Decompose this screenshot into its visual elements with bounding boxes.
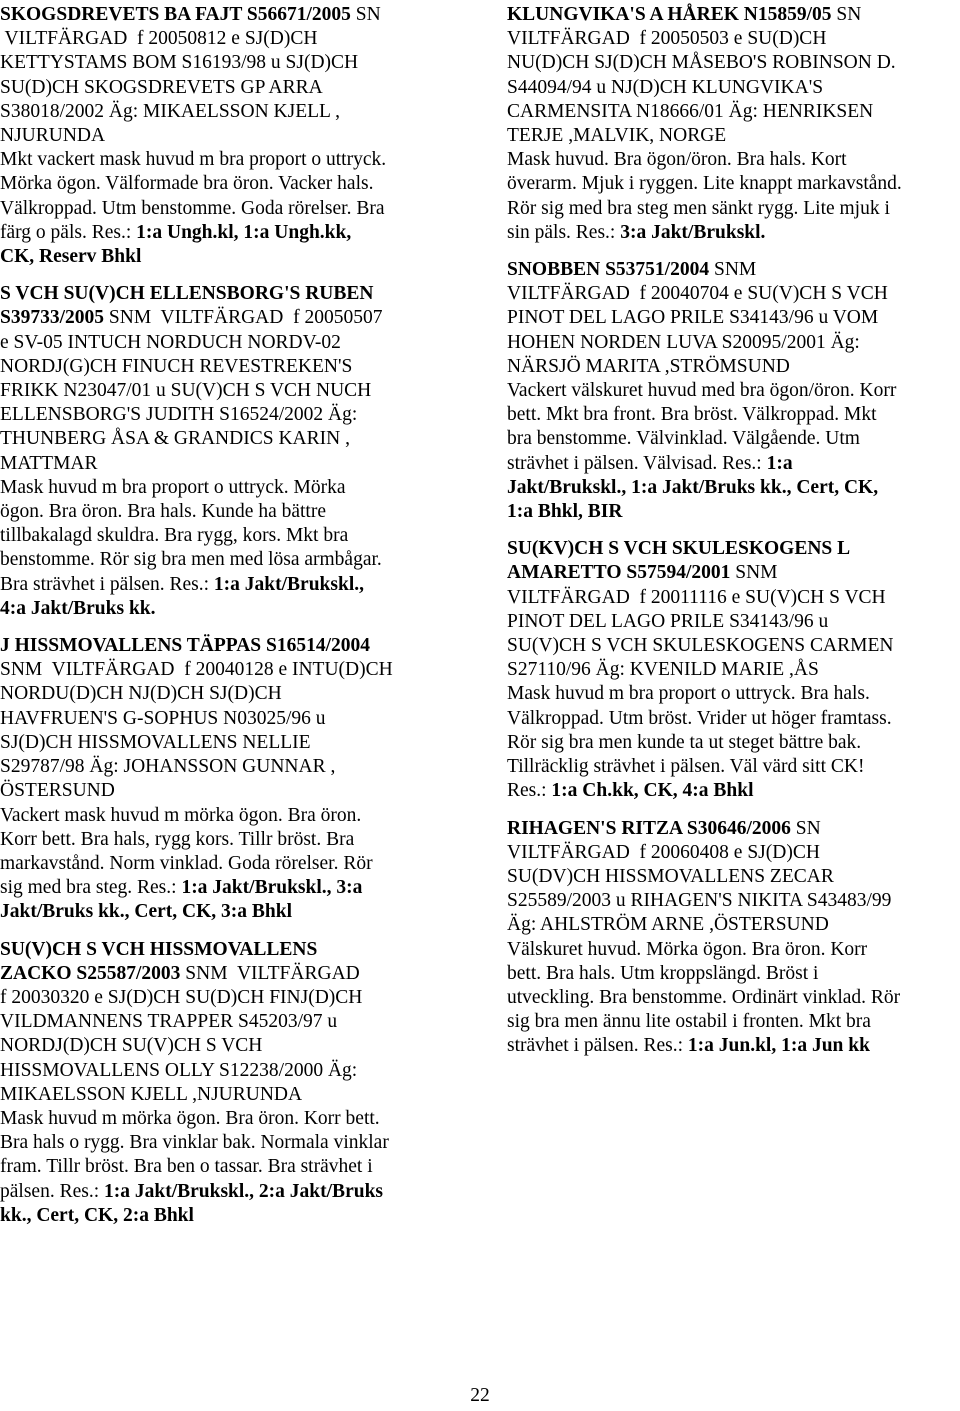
text: Mörka ögon. Välformade bra öron. Vacker hals. xyxy=(0,173,374,195)
text: sin päls. Res.: xyxy=(507,221,621,243)
bold-text: 1:a xyxy=(766,452,793,474)
text-line xyxy=(507,221,960,245)
dog-entry xyxy=(0,634,470,924)
text: sig bra men ännu lite ostabil i fronten. Mkt bra xyxy=(507,1011,871,1033)
text: SNM xyxy=(730,562,778,584)
text: S27110/96 Äg: KVENILD MARIE ,ÅS xyxy=(507,659,819,681)
text-line xyxy=(507,755,960,779)
text-line xyxy=(0,379,470,403)
text-line xyxy=(0,403,470,427)
text-line xyxy=(507,682,960,706)
bold-text: J HISSMOVALLENS TÄPPAS S16514/2004 xyxy=(0,635,371,657)
text: Välkroppad. Utm benstomme. Goda rörelser. Bra xyxy=(0,197,385,219)
text-line xyxy=(507,707,960,731)
text-line xyxy=(0,197,470,221)
text: TERJE ,MALVIK, NORGE xyxy=(507,125,727,147)
text: benstomme. Rör sig bra men med lösa armbågar. xyxy=(0,549,382,571)
text: Vackert välskuret huvud med bra ögon/öron. Korr xyxy=(507,380,897,402)
text-line xyxy=(507,913,960,937)
text-line xyxy=(507,403,960,427)
text-line xyxy=(0,331,470,355)
text-line xyxy=(0,355,470,379)
text-line xyxy=(0,548,470,572)
text-line xyxy=(507,452,960,476)
text-line xyxy=(507,537,960,561)
text-line xyxy=(0,3,470,27)
text-line xyxy=(507,27,960,51)
bold-text: 1:a Bhkl, BIR xyxy=(507,501,623,523)
text: Välskuret huvud. Mörka ögon. Bra öron. Korr xyxy=(507,938,868,960)
text-line xyxy=(0,1204,470,1228)
page-number: 22 xyxy=(470,1385,490,1406)
text-line xyxy=(0,900,470,924)
bold-text: ZACKO S25587/2003 xyxy=(0,962,181,984)
left-column xyxy=(0,3,470,1241)
text: SN xyxy=(350,4,381,25)
text-line xyxy=(0,731,470,755)
text-line xyxy=(0,986,470,1010)
text: Bra hals o rygg. Bra vinklar bak. Normala vinklar xyxy=(0,1132,389,1154)
text: S25589/2003 u RIHAGEN'S NIKITA S43483/99 xyxy=(507,890,892,912)
bold-text: KLUNGVIKA'S A HÅREK N15859/05 xyxy=(507,4,832,25)
text-line xyxy=(507,3,960,27)
text-line xyxy=(507,427,960,451)
text: SU(D)CH SKOGSDREVETS GP ARRA xyxy=(0,76,323,98)
text: strävhet i pälsen. Res.: xyxy=(507,1035,688,1057)
text: Mask huvud. Bra ögon/öron. Bra hals. Kort xyxy=(507,149,847,171)
bold-text: SU(KV)CH S VCH SKULESKOGENS L xyxy=(507,538,851,560)
bold-text: 1:a Jun.kl, 1:a Jun kk xyxy=(687,1035,870,1057)
bold-text: kk., Cert, CK, 2:a Bhkl xyxy=(0,1204,194,1226)
text-line xyxy=(0,427,470,451)
text: CARMENSITA N18666/01 Äg: HENRIKSEN xyxy=(507,100,874,122)
dog-entry xyxy=(507,817,960,1059)
text-line xyxy=(0,148,470,172)
text-line xyxy=(507,1034,960,1058)
dog-entry xyxy=(0,282,470,621)
text-line xyxy=(507,817,960,841)
bold-text: CK, Reserv Bhkl xyxy=(0,246,142,268)
text-line xyxy=(507,331,960,355)
text: Res.: xyxy=(507,780,552,802)
text: VILTFÄRGAD f 20011116 e SU(V)CH S VCH xyxy=(507,586,886,608)
text-line xyxy=(507,889,960,913)
bold-text: 1:a Ungh.kl, 1:a Ungh.kk, xyxy=(136,221,352,243)
text: PINOT DEL LAGO PRILE S34143/96 u VOM xyxy=(507,307,879,329)
text-line xyxy=(0,51,470,75)
bold-text: S VCH SU(V)CH ELLENSBORG'S RUBEN xyxy=(0,283,374,305)
text-line xyxy=(507,841,960,865)
text: THUNBERG ÅSA & GRANDICS KARIN , xyxy=(0,428,350,450)
text-line xyxy=(0,779,470,803)
text-line xyxy=(0,1059,470,1083)
bold-text: 1:a Ch.kk, CK, 4:a Bhkl xyxy=(551,780,754,802)
bold-text: SU(V)CH S VCH HISSMOVALLENS xyxy=(0,938,318,960)
text-line xyxy=(507,197,960,221)
text-line xyxy=(507,586,960,610)
text-line xyxy=(507,500,960,524)
text-line xyxy=(0,524,470,548)
text-line xyxy=(0,306,470,330)
text: strävhet i pälsen. Välvisad. Res.: xyxy=(507,452,767,474)
text: HOHEN NORDEN LUVA S20095/2001 Äg: xyxy=(507,331,860,353)
text: utveckling. Bra benstomme. Ordinärt vinklad. Rör xyxy=(507,986,901,1008)
text: sig med bra steg. Res.: xyxy=(0,877,182,899)
text: bra benstomme. Välvinklad. Välgående. Utm xyxy=(507,428,860,450)
text-line xyxy=(507,731,960,755)
text: ögon. Bra öron. Bra hals. Kunde ha bättre xyxy=(0,501,326,523)
text-line xyxy=(0,658,470,682)
text-line xyxy=(507,962,960,986)
text-line xyxy=(507,476,960,500)
text-line xyxy=(507,1010,960,1034)
text: fram. Tillr bröst. Bra ben o tassar. Bra strävhet i xyxy=(0,1156,373,1178)
dog-entry xyxy=(507,537,960,803)
text-line xyxy=(0,1155,470,1179)
dog-entry xyxy=(507,3,960,245)
text-line xyxy=(0,852,470,876)
text: NORDJ(G)CH FINUCH REVESTREKEN'S xyxy=(0,355,353,377)
text-line xyxy=(0,634,470,658)
text: VILDMANNENS TRAPPER S45203/97 u xyxy=(0,1011,338,1033)
dog-entry xyxy=(0,3,470,269)
text: Bra strävhet i pälsen. Res.: xyxy=(0,573,214,595)
text: Rör sig bra men kunde ta ut steget bättre bak. xyxy=(507,731,862,753)
text: VILTFÄRGAD f 20060408 e SJ(D)CH xyxy=(507,841,820,863)
text-line xyxy=(507,938,960,962)
text: VILTFÄRGAD f 20040704 e SU(V)CH S VCH xyxy=(507,283,888,305)
text: färg o päls. Res.: xyxy=(0,221,137,243)
text-line xyxy=(507,124,960,148)
text: PINOT DEL LAGO PRILE S34143/96 u xyxy=(507,610,829,632)
bold-text: AMARETTO S57594/2001 xyxy=(507,562,731,584)
text-line xyxy=(0,1131,470,1155)
text: SNM VILTFÄRGAD f 20050507 xyxy=(104,307,383,329)
bold-text: RIHAGEN'S RITZA S30646/2006 xyxy=(507,817,791,839)
text: f 20030320 e SJ(D)CH SU(D)CH FINJ(D)CH xyxy=(0,986,363,1008)
text: NORDJ(D)CH SU(V)CH S VCH xyxy=(0,1035,263,1057)
text: Mask huvud m bra proport o uttryck. Mörka xyxy=(0,476,346,498)
bold-text: Jakt/Bruks kk., Cert, CK, 3:a Bhkl xyxy=(0,901,293,923)
text-line xyxy=(0,938,470,962)
text: NJURUNDA xyxy=(0,125,106,147)
text: S38018/2002 Äg: MIKAELSSON KJELL , xyxy=(0,100,340,122)
text-line xyxy=(0,124,470,148)
text: e SV-05 INTUCH NORDUCH NORDV-02 xyxy=(0,331,341,353)
text: ELLENSBORG'S JUDITH S16524/2002 Äg: xyxy=(0,404,358,426)
text: Välkroppad. Utm bröst. Vrider ut höger framtass. xyxy=(507,707,892,729)
text: VILTFÄRGAD f 20050812 e SJ(D)CH xyxy=(0,28,318,50)
text-line xyxy=(507,610,960,634)
text-line xyxy=(0,476,470,500)
text-line xyxy=(0,500,470,524)
text-line xyxy=(0,1034,470,1058)
text-line xyxy=(507,658,960,682)
text: NORDU(D)CH NJ(D)CH SJ(D)CH xyxy=(0,683,282,705)
text-line xyxy=(0,828,470,852)
text-line xyxy=(0,100,470,124)
text-line xyxy=(507,561,960,585)
bold-text: 4:a Jakt/Bruks kk. xyxy=(0,597,156,619)
text: överarm. Mjuk i ryggen. Lite knappt markavstånd. xyxy=(507,173,902,195)
text: NU(D)CH SJ(D)CH MÅSEBO'S ROBINSON D. xyxy=(507,52,896,74)
text-line xyxy=(0,962,470,986)
dog-entry xyxy=(507,258,960,524)
text: Mkt vackert mask huvud m bra proport o uttryck. xyxy=(0,149,387,171)
text-line xyxy=(507,258,960,282)
dog-entry xyxy=(0,938,470,1228)
text: FRIKK N23047/01 u SU(V)CH S VCH NUCH xyxy=(0,380,372,402)
text: S44094/94 u NJ(D)CH KLUNGVIKA'S xyxy=(507,76,824,98)
text-line xyxy=(0,755,470,779)
text: Rör sig med bra steg men sänkt rygg. Lite mjuk i xyxy=(507,197,890,219)
text-line xyxy=(0,597,470,621)
text: Äg: AHLSTRÖM ARNE ,ÖSTERSUND xyxy=(507,914,829,936)
text: bett. Bra hals. Utm kroppslängd. Bröst i xyxy=(507,962,819,984)
text: S29787/98 Äg: JOHANSSON GUNNAR , xyxy=(0,756,336,778)
text-line xyxy=(0,452,470,476)
text-line xyxy=(0,804,470,828)
text-line xyxy=(507,51,960,75)
bold-text: S39733/2005 xyxy=(0,307,105,329)
text-line xyxy=(507,282,960,306)
text-line xyxy=(0,707,470,731)
text: Mask huvud m mörka ögon. Bra öron. Korr bett. xyxy=(0,1107,380,1129)
text: SNM VILTFÄRGAD xyxy=(180,962,360,984)
text: Tillräcklig strävhet i pälsen. Väl värd sitt CK! xyxy=(507,756,865,778)
text: pälsen. Res.: xyxy=(0,1180,104,1202)
text: SU(DV)CH HISSMOVALLENS ZECAR xyxy=(507,865,834,887)
text-line xyxy=(0,573,470,597)
bold-text: 1:a Jakt/Brukskl., 3:a xyxy=(181,877,363,899)
text: SNM VILTFÄRGAD f 20040128 e INTU(D)CH xyxy=(0,659,393,681)
bold-text: SKOGSDREVETS BA FAJT S56671/2005 xyxy=(0,4,351,25)
bold-text: 3:a Jakt/Brukskl. xyxy=(620,221,766,243)
text: NÄRSJÖ MARITA ,STRÖMSUND xyxy=(507,355,790,377)
text: ÖSTERSUND xyxy=(0,780,115,802)
text-line xyxy=(0,172,470,196)
text: SN xyxy=(831,4,862,25)
text-line xyxy=(0,1083,470,1107)
text: MIKAELSSON KJELL ,NJURUNDA xyxy=(0,1083,303,1105)
text-line xyxy=(0,876,470,900)
bold-text: 1:a Jakt/Brukskl., xyxy=(213,573,364,595)
text-line xyxy=(0,245,470,269)
text-line xyxy=(0,221,470,245)
text-line xyxy=(507,779,960,803)
text-line xyxy=(507,76,960,100)
text: bett. Mkt bra front. Bra bröst. Välkroppad. Mkt xyxy=(507,404,877,426)
text: KETTYSTAMS BOM S16193/98 u SJ(D)CH xyxy=(0,52,359,74)
text-line xyxy=(507,306,960,330)
text: tillbakalagd skuldra. Bra rygg, kors. Mkt bra xyxy=(0,525,349,547)
text-line xyxy=(0,1180,470,1204)
text-line xyxy=(507,986,960,1010)
text-line xyxy=(507,379,960,403)
bold-text: 1:a Jakt/Brukskl., 2:a Jakt/Bruks xyxy=(103,1180,384,1202)
text-line xyxy=(0,1010,470,1034)
text: HAVFRUEN'S G-SOPHUS N03025/96 u xyxy=(0,707,326,729)
text: SU(V)CH S VCH SKULESKOGENS CARMEN xyxy=(507,635,894,657)
text: markavstånd. Norm vinklad. Goda rörelser. Rör xyxy=(0,852,373,874)
bold-text: Jakt/Brukskl., 1:a Jakt/Bruks kk., Cert, CK, xyxy=(507,476,879,498)
text: MATTMAR xyxy=(0,452,98,474)
text-line xyxy=(507,148,960,172)
text: Mask huvud m bra proport o uttryck. Bra hals. xyxy=(507,683,870,705)
text: SN xyxy=(790,817,821,839)
text-line xyxy=(507,634,960,658)
text: SJ(D)CH HISSMOVALLENS NELLIE xyxy=(0,731,311,753)
text: VILTFÄRGAD f 20050503 e SU(D)CH xyxy=(507,28,827,50)
text: SNM xyxy=(709,259,757,281)
text-line xyxy=(0,682,470,706)
text-line xyxy=(507,355,960,379)
text: Korr bett. Bra hals, rygg kors. Tillr bröst. Bra xyxy=(0,828,355,850)
text-line xyxy=(507,172,960,196)
bold-text: SNOBBEN S53751/2004 xyxy=(507,259,710,281)
right-column xyxy=(507,3,960,1072)
text-line xyxy=(507,100,960,124)
text-line xyxy=(0,76,470,100)
text-line xyxy=(0,1107,470,1131)
text-line xyxy=(507,865,960,889)
text: Vackert mask huvud m mörka ögon. Bra öron. xyxy=(0,804,362,826)
text-line xyxy=(0,27,470,51)
text: HISSMOVALLENS OLLY S12238/2000 Äg: xyxy=(0,1059,358,1081)
text-line xyxy=(0,282,470,306)
